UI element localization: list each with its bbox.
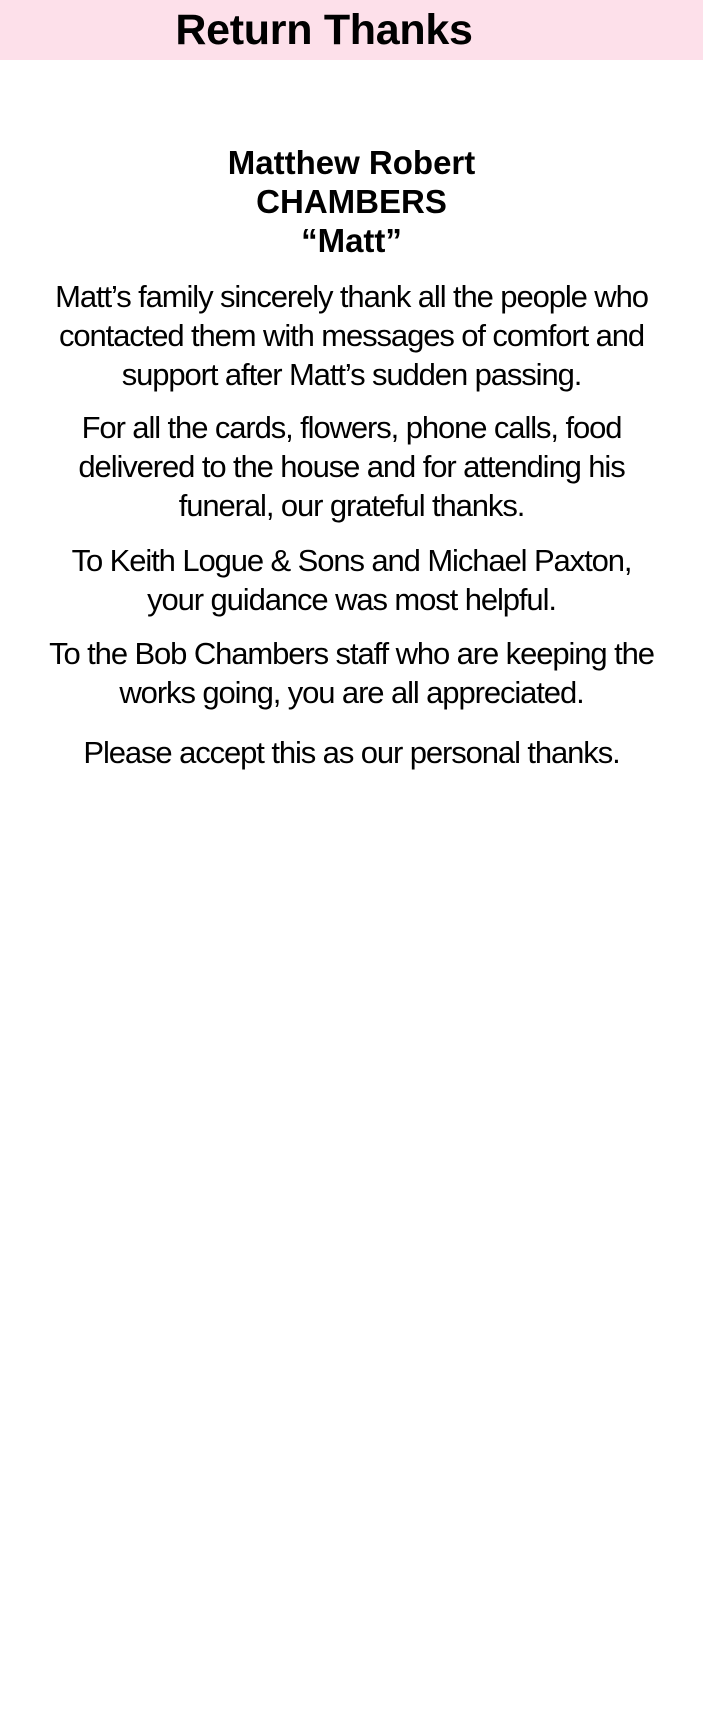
paragraph-closing xyxy=(0,733,703,772)
text-line: works going, you are all appreciated. xyxy=(119,675,584,710)
text-line: Please accept this as our personal thanks. xyxy=(83,735,620,770)
name-line-first: Matthew Robert xyxy=(227,144,476,181)
text-line: contacted them with messages of comfort and xyxy=(58,318,645,353)
text-line: To Keith Logue & Sons and Michael Paxton, xyxy=(71,543,632,578)
paragraph-funeral-directors xyxy=(0,541,703,619)
name-line-nickname: “Matt” xyxy=(301,222,402,259)
name-line-surname: CHAMBERS xyxy=(256,183,447,220)
text-line: Matt’s family sincerely thank all the people who xyxy=(55,279,648,314)
paragraph-family-thanks xyxy=(0,277,703,394)
text-line: your guidance was most helpful. xyxy=(147,582,556,617)
paragraph-cards-flowers xyxy=(0,408,703,525)
deceased-name xyxy=(0,143,703,260)
text-line: delivered to the house and for attending his xyxy=(78,449,625,484)
text-line: funeral, our grateful thanks. xyxy=(178,488,525,523)
paragraph-staff xyxy=(0,634,703,712)
page-title: Return Thanks xyxy=(175,6,473,54)
text-line: To the Bob Chambers staff who are keeping the xyxy=(49,636,654,671)
text-line: support after Matt’s sudden passing. xyxy=(121,357,582,392)
text-line: For all the cards, flowers, phone calls, food xyxy=(81,410,622,445)
